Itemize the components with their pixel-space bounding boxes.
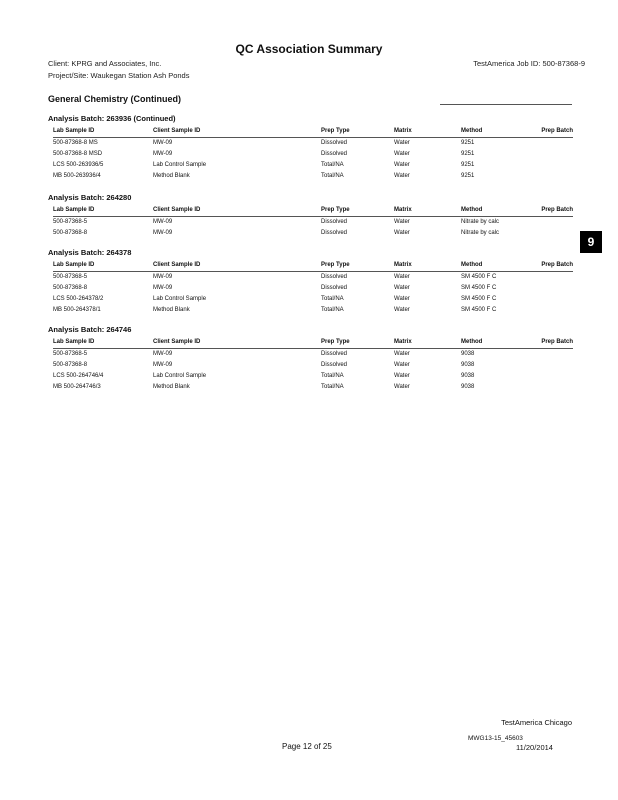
page-title: QC Association Summary: [235, 42, 383, 56]
table-cell: Total/NA: [321, 307, 344, 313]
batch-title: Analysis Batch: 264378: [48, 248, 132, 257]
table-row: [53, 362, 573, 372]
section-tab: 9: [580, 231, 602, 253]
table-cell: Dissolved: [321, 362, 348, 368]
table-cell: MW-09: [153, 151, 173, 157]
table-cell: Total/NA: [321, 296, 344, 302]
header-rule: [53, 137, 573, 138]
column-header: Method: [461, 128, 483, 134]
column-header: Prep Batch: [541, 262, 573, 268]
table-cell: Lab Control Sample: [153, 296, 207, 302]
table-cell: Dissolved: [321, 274, 348, 280]
table-cell: 500-87368-8 MSD: [53, 151, 103, 157]
column-header: Client Sample ID: [153, 339, 201, 345]
table-cell: Dissolved: [321, 285, 348, 291]
table-cell: SM 4500 F C: [461, 285, 497, 291]
table-cell: Method Blank: [153, 307, 190, 313]
column-header: Prep Type: [321, 339, 350, 345]
table-cell: Nitrate by calc: [461, 230, 500, 236]
footer-lab: TestAmerica Chicago: [501, 718, 572, 727]
table-cell: Dissolved: [321, 151, 348, 157]
batch-title: Analysis Batch: 263936 (Continued): [48, 114, 176, 123]
footer-date: 11/20/2014: [516, 743, 553, 752]
table-cell: Nitrate by calc: [461, 219, 500, 225]
table-cell: Method Blank: [153, 173, 190, 179]
table-cell: Total/NA: [321, 373, 344, 379]
table-cell: Water: [394, 307, 410, 313]
table-cell: Water: [394, 219, 410, 225]
column-header: Client Sample ID: [153, 128, 201, 134]
batch-title: Analysis Batch: 264280: [48, 193, 132, 202]
table-cell: Dissolved: [321, 351, 348, 357]
column-header: Method: [461, 207, 483, 213]
column-header: Lab Sample ID: [53, 207, 95, 213]
table-cell: LCS 500-264746/4: [53, 373, 104, 379]
table-row: [53, 140, 573, 150]
table-cell: Water: [394, 151, 410, 157]
header-rule: [53, 348, 573, 349]
table-cell: LCS 500-264378/2: [53, 296, 104, 302]
table-cell: Water: [394, 140, 410, 146]
table-cell: Dissolved: [321, 219, 348, 225]
table-cell: Water: [394, 351, 410, 357]
table-cell: Method Blank: [153, 384, 190, 390]
column-header: Matrix: [394, 339, 412, 345]
table-cell: MW-09: [153, 219, 173, 225]
column-header: Prep Type: [321, 207, 350, 213]
table-row: [53, 384, 573, 394]
table-cell: SM 4500 F C: [461, 307, 497, 313]
column-header: Matrix: [394, 128, 412, 134]
header-rule: [53, 271, 573, 272]
table-cell: MW-09: [153, 274, 173, 280]
table-cell: 9038: [461, 362, 475, 368]
table-cell: MW-09: [153, 140, 173, 146]
column-header: Prep Type: [321, 262, 350, 268]
table-cell: MW-09: [153, 285, 173, 291]
table-row: [53, 219, 573, 229]
table-row: [53, 230, 573, 240]
table-cell: Water: [394, 173, 410, 179]
table-cell: 500-87368-5: [53, 274, 88, 280]
table-cell: 9251: [461, 151, 475, 157]
table-cell: 500-87368-5: [53, 219, 88, 225]
table-row: [53, 173, 573, 183]
table-cell: MW-09: [153, 362, 173, 368]
table-cell: 9038: [461, 373, 475, 379]
table-cell: LCS 500-263936/5: [53, 162, 104, 168]
table-cell: 9038: [461, 384, 475, 390]
table-cell: 500-87368-8: [53, 230, 88, 236]
table-cell: Water: [394, 162, 410, 168]
table-cell: SM 4500 F C: [461, 274, 497, 280]
column-header: Prep Type: [321, 128, 350, 134]
footer-page: Page 12 of 25: [282, 742, 332, 751]
batch-title: Analysis Batch: 264746: [48, 325, 132, 334]
job-id: TestAmerica Job ID: 500-87368-9: [473, 59, 585, 68]
table-row: [53, 307, 573, 317]
table-cell: 9038: [461, 351, 475, 357]
column-header: Lab Sample ID: [53, 339, 95, 345]
column-header: Lab Sample ID: [53, 262, 95, 268]
table-cell: MB 500-263936/4: [53, 173, 101, 179]
table-cell: 9251: [461, 140, 475, 146]
table-row: [53, 274, 573, 284]
table-row: [53, 162, 573, 172]
table-cell: 500-87368-8: [53, 362, 88, 368]
column-header: Matrix: [394, 207, 412, 213]
table-cell: Water: [394, 230, 410, 236]
section-title: General Chemistry (Continued): [48, 94, 182, 104]
column-header: Client Sample ID: [153, 262, 201, 268]
table-row: [53, 296, 573, 306]
table-row: [53, 151, 573, 161]
table-cell: Total/NA: [321, 173, 344, 179]
column-header: Matrix: [394, 262, 412, 268]
table-cell: 500-87368-5: [53, 351, 88, 357]
table-cell: MB 500-264378/1: [53, 307, 101, 313]
column-header: Prep Batch: [541, 207, 573, 213]
footer-doc-id: MWG13-15_45603: [468, 735, 523, 742]
table-cell: Dissolved: [321, 230, 348, 236]
table-cell: 500-87368-8 MS: [53, 140, 98, 146]
header-rule: [53, 216, 573, 217]
table-cell: SM 4500 F C: [461, 296, 497, 302]
table-cell: Lab Control Sample: [153, 162, 207, 168]
table-cell: Dissolved: [321, 140, 348, 146]
table-row: [53, 373, 573, 383]
table-cell: Water: [394, 384, 410, 390]
column-header: Prep Batch: [541, 128, 573, 134]
table-cell: 9251: [461, 173, 475, 179]
column-header: Lab Sample ID: [53, 128, 95, 134]
column-header: Method: [461, 262, 483, 268]
client-line: Client: KPRG and Associates, Inc.: [48, 59, 162, 68]
column-header: Method: [461, 339, 483, 345]
table-cell: MW-09: [153, 230, 173, 236]
column-header: Client Sample ID: [153, 207, 201, 213]
project-line: Project/Site: Waukegan Station Ash Ponds: [48, 71, 190, 80]
section-rule: [440, 104, 572, 105]
table-cell: 9251: [461, 162, 475, 168]
table-cell: Water: [394, 296, 410, 302]
column-header: Prep Batch: [541, 339, 573, 345]
table-cell: Total/NA: [321, 162, 344, 168]
table-cell: Lab Control Sample: [153, 373, 207, 379]
table-cell: Water: [394, 373, 410, 379]
table-cell: Water: [394, 285, 410, 291]
table-cell: Water: [394, 362, 410, 368]
table-cell: Total/NA: [321, 384, 344, 390]
table-cell: MW-09: [153, 351, 173, 357]
table-cell: MB 500-264746/3: [53, 384, 101, 390]
table-cell: 500-87368-8: [53, 285, 88, 291]
table-cell: Water: [394, 274, 410, 280]
table-row: [53, 285, 573, 295]
table-row: [53, 351, 573, 361]
